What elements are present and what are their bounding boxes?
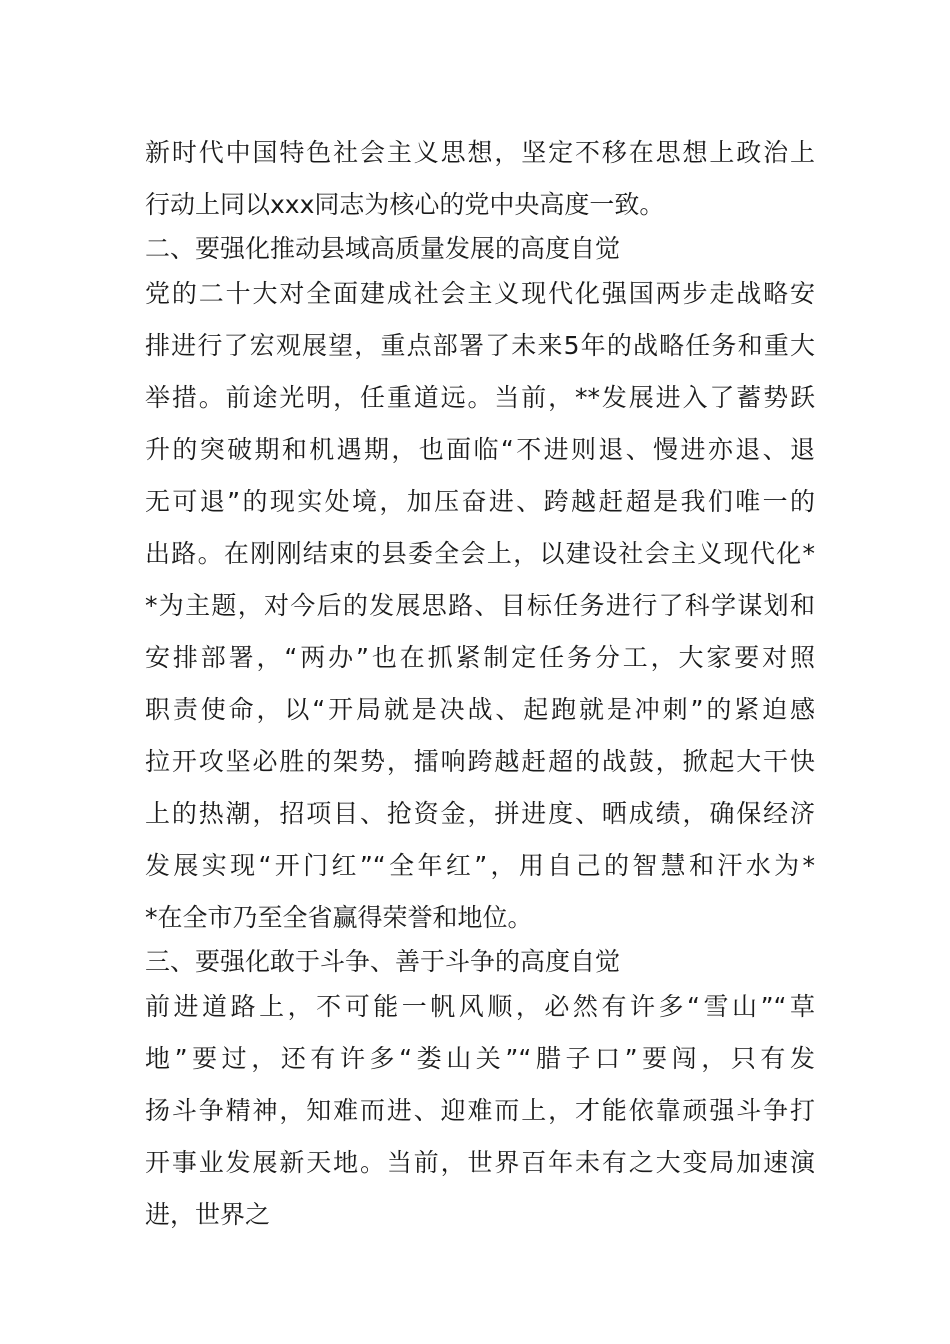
paragraph-line: 职责使命，以“开局就是决战、起跑就是冲刺”的紧迫感 (145, 695, 815, 724)
paragraph-line: 新时代中国特色社会主义思想，坚定不移在思想上政治上 (145, 138, 815, 167)
paragraph-line: 上的热潮，招项目、抢资金，拼进度、晒成绩，确保经济 (145, 799, 815, 828)
paragraph-line: 升的突破期和机遇期，也面临“不进则退、慢进亦退、退 (145, 435, 815, 464)
paragraph-line: 发展实现“开门红”“全年红”，用自己的智慧和汗水为* (145, 851, 815, 880)
paragraph-line: 拉开攻坚必胜的架势，擂响跨越赶超的战鼓，掀起大干快 (145, 747, 815, 776)
paragraph-line: 党的二十大对全面建成社会主义现代化强国两步走战略安 (145, 279, 815, 308)
section-heading: 三、要强化敢于斗争、善于斗争的高度自觉 (145, 947, 621, 976)
paragraph-line: 排进行了宏观展望，重点部署了未来5年的战略任务和重大 (145, 331, 815, 360)
paragraph-line: 安排部署，“两办”也在抓紧制定任务分工，大家要对照 (145, 643, 815, 672)
paragraph-line: 前进道路上，不可能一帆风顺，必然有许多“雪山”“草 (145, 992, 815, 1021)
paragraph-line: *为主题，对今后的发展思路、目标任务进行了科学谋划和 (145, 591, 815, 620)
paragraph-line: 扬斗争精神，知难而进、迎难而上，才能依靠顽强斗争打 (145, 1096, 815, 1125)
section-heading: 二、要强化推动县域高质量发展的高度自觉 (145, 234, 621, 263)
paragraph-line: 地”要过，还有许多“娄山关”“腊子口”要闯，只有发 (145, 1044, 815, 1073)
paragraph-line: 举措。前途光明，任重道远。当前，**发展进入了蓄势跃 (145, 383, 815, 412)
paragraph-line: 行动上同以xxx同志为核心的党中央高度一致。 (145, 190, 665, 219)
paragraph-line: 开事业发展新天地。当前，世界百年未有之大变局加速演 (145, 1148, 815, 1177)
paragraph-line: *在全市乃至全省赢得荣誉和地位。 (145, 903, 533, 932)
paragraph-line: 出路。在刚刚结束的县委全会上，以建设社会主义现代化* (145, 539, 815, 568)
paragraph-line: 无可退”的现实处境，加压奋进、跨越赶超是我们唯一的 (145, 487, 815, 516)
paragraph-line: 进，世界之 (145, 1200, 271, 1229)
